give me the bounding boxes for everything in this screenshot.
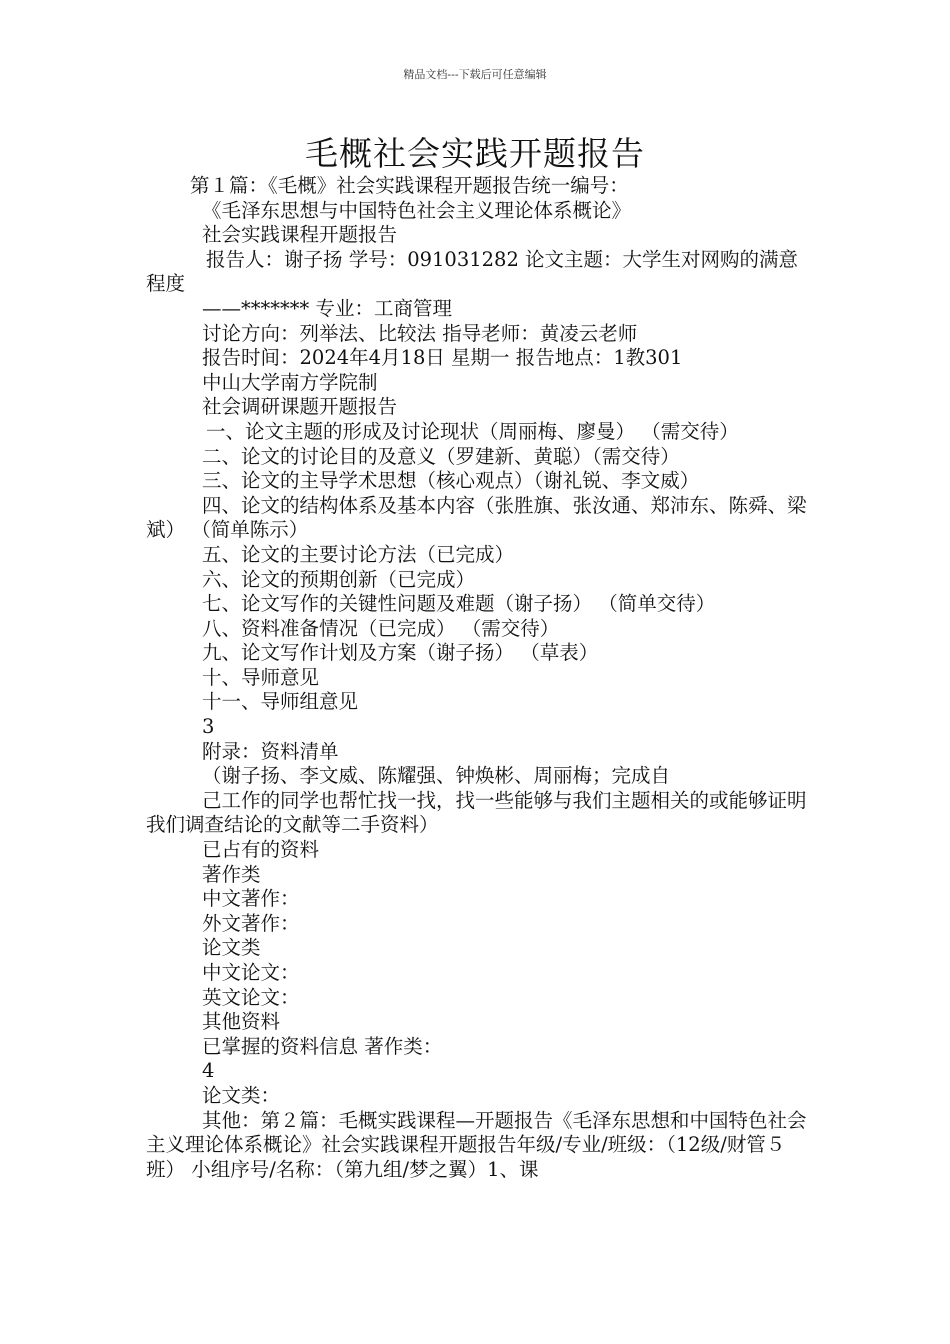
page-number: 4 <box>202 1059 215 1083</box>
body-line: 三、论文的主导学术思想（核心观点）（谢礼锐、李文威） <box>202 469 700 493</box>
body-line: 二、论文的讨论目的及意义（罗建新、黄聪）（需交待） <box>202 444 680 468</box>
body-line: 中文著作： <box>202 887 300 911</box>
body-line: 已占有的资料 <box>202 838 320 862</box>
body-line: 著作类 <box>202 862 261 886</box>
body-line: 六、论文的预期创新（已完成） <box>202 567 476 591</box>
body-line: 外文著作： <box>202 911 300 935</box>
document-title: 毛概社会实践开题报告 <box>305 134 645 173</box>
body-line: 十一、导师组意见 <box>202 690 359 714</box>
body-line: 其他资料 <box>202 1010 281 1034</box>
body-line: 中文论文： <box>202 961 300 984</box>
body-line: 十、导师意见 <box>202 665 320 689</box>
body-line: 其他：第２篇：毛概实践课程—开题报告《毛泽东思想和中国特色社会主义理论体系概论》社会实践课程开题报告年级/专业/班级：（12级/财管５班） 小组序号/名称：（第九组/梦之翼）1、课 <box>146 1108 807 1181</box>
body-line: 社会实践课程开题报告 <box>202 223 398 247</box>
body-line: 第１篇：《毛概》社会实践课程开题报告统一编号： <box>190 174 629 197</box>
body-line: 讨论方向：列举法、比较法 指导老师：黄凌云老师 <box>202 321 638 345</box>
body-line: 四、论文的结构体系及基本内容（张胜旗、张汝通、郑沛东、陈舜、梁斌） （简单陈示） <box>146 493 807 542</box>
body-line: 己工作的同学也帮忙找一找，找一些能够与我们主题相关的或能够证明我们调查结论的文献等二手资料） <box>146 788 807 837</box>
body-line: 《毛泽东思想与中国特色社会主义理论体系概论》 <box>202 198 632 222</box>
page-number: 3 <box>202 715 215 739</box>
body-line: 社会调研课题开题报告 <box>202 395 398 419</box>
body-line: 附录：资料清单 <box>202 739 339 763</box>
body-line: 论文类 <box>202 936 261 960</box>
body-line: 一、论文主题的形成及讨论现状（周丽梅、廖曼） （需交待） <box>206 419 739 443</box>
body-line: 中山大学南方学院制 <box>202 370 378 394</box>
body-line: 七、论文写作的关键性问题及难题（谢子扬） （简单交待） <box>202 592 716 616</box>
body-line: 已掌握的资料信息 著作类： <box>202 1034 443 1058</box>
body-line: 报告时间：2024年4月18日 星期一 报告地点：1教301 <box>202 346 683 370</box>
body-line: 五、论文的主要讨论方法（已完成） <box>202 542 515 566</box>
page-header-note: 精品文档---下载后可任意编辑 <box>403 68 547 81</box>
document-body <box>146 174 811 1182</box>
body-line: 报告人：谢子扬 学号：091031282 论文主题：大学生对网购的满意程度 <box>146 247 799 296</box>
body-line: 论文类： <box>202 1083 281 1107</box>
body-line: （谢子扬、李文威、陈耀强、钟焕彬、周丽梅；完成自 <box>202 764 671 788</box>
body-line: 九、论文写作计划及方案（谢子扬） （草表） <box>202 641 599 665</box>
body-line: 八、资料准备情况（已完成） （需交待） <box>202 616 560 640</box>
body-line: ——******* 专业：工商管理 <box>202 296 452 320</box>
body-line: 英文论文： <box>202 985 300 1009</box>
